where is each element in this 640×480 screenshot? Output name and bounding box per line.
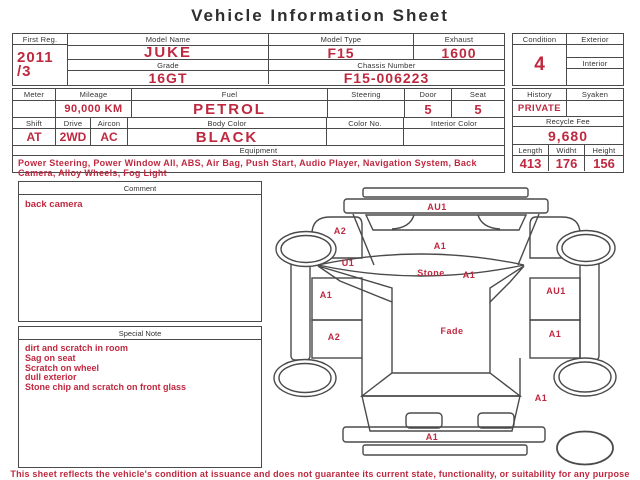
history-value: PRIVATE — [513, 101, 567, 116]
special-note-line: dull exterior — [25, 372, 77, 383]
exhaust-label: Exhaust — [444, 35, 474, 44]
diagram-label-a1: A1 — [425, 432, 439, 442]
special-note-label: Special Note — [19, 327, 261, 340]
diagram-label-a1: A1 — [319, 290, 333, 300]
recycle-fee-value: 9,680 — [513, 126, 623, 144]
length-label: Length — [513, 145, 549, 155]
spec-table — [12, 88, 505, 178]
mileage-value: 90,000 KM — [56, 101, 132, 117]
history-label: History — [513, 89, 567, 100]
right-taillight-shape — [478, 413, 514, 428]
steering-value — [328, 101, 405, 117]
diagram-label-a2: A2 — [333, 226, 347, 236]
shift-label: Shift — [13, 118, 56, 128]
rear-left-wheel-inner — [279, 364, 331, 393]
rear-plate-shape — [363, 445, 527, 455]
special-note-line: dirt and scratch in room — [25, 343, 129, 353]
right-headlight-shape — [478, 215, 500, 229]
registration-table — [12, 33, 505, 86]
equipment-row — [13, 155, 504, 178]
door-label: Door — [405, 89, 452, 100]
model-name-value: JUKE — [68, 46, 269, 59]
meter-label: Meter — [13, 89, 56, 100]
special-note-line: Sag on seat — [25, 352, 76, 363]
recycle-fee-label: Recycle Fee — [513, 116, 623, 126]
special-note-body — [19, 340, 261, 397]
interior-value — [567, 69, 623, 81]
aircon-value: AC — [91, 129, 128, 145]
steering-label: Steering — [328, 89, 405, 100]
left-headlight-shape — [392, 215, 414, 229]
height-label: Height — [592, 145, 616, 155]
exterior-interior-column — [567, 34, 623, 85]
door-value: 5 — [405, 101, 452, 117]
syaken-label: Syaken — [581, 90, 609, 99]
car-diagram — [262, 183, 640, 475]
diagram-label-a1: A1 — [433, 241, 447, 251]
front-right-wheel-inner — [562, 235, 610, 262]
interior-color-value — [404, 129, 504, 145]
chassis-number-label: Chassis Number — [357, 60, 416, 70]
grade-value: 16GT — [68, 71, 269, 84]
equipment-value: Power Steering, Power Window All, ABS, Air Bag, Push Start, Audio Player, Navigation System, Back Camera, Alloy Wheels, Fog Light — [18, 158, 477, 178]
first-reg-column — [13, 34, 68, 85]
model-type-label: Model Type — [269, 34, 414, 45]
shift-value: AT — [13, 129, 56, 145]
condition-label: Condition — [513, 34, 566, 45]
registration-right — [68, 34, 504, 85]
special-note-box — [18, 326, 262, 468]
first-reg-month: /3 — [17, 62, 32, 80]
right-mirror-wedge-shape — [490, 266, 524, 302]
front-plate-shape — [363, 188, 528, 197]
grade-label: Grade — [68, 60, 269, 70]
chassis-number-value: F15-006223 — [343, 71, 430, 84]
width-value: 176 — [549, 156, 585, 171]
history-panel — [512, 88, 624, 173]
mileage-label: Mileage — [56, 89, 132, 100]
special-note-line: Stone chip and scratch on front glass — [25, 382, 187, 393]
model-type-value: F15 — [269, 46, 414, 59]
front-left-wheel-inner — [281, 236, 331, 263]
interior-color-label: Interior Color — [430, 118, 478, 128]
diagram-label-au1: AU1 — [546, 286, 566, 296]
equipment-label: Equipment — [13, 145, 504, 155]
body-color-label: Body Color — [128, 118, 327, 128]
diagram-label-fade: Fade — [440, 326, 464, 336]
length-value: 413 — [513, 156, 549, 171]
first-reg-label: First Reg. — [13, 34, 67, 45]
diagram-label-au1: AU1 — [427, 202, 447, 212]
diagram-label-u1: U1 — [341, 258, 355, 268]
condition-value: 4 — [534, 53, 545, 75]
condition-panel — [512, 33, 624, 86]
comment-box — [18, 181, 262, 322]
model-name-label: Model Name — [68, 34, 269, 45]
first-reg-year: 2011 — [17, 48, 54, 66]
diagram-label-a1: A1 — [534, 393, 548, 403]
page-title: Vehicle Information Sheet — [191, 6, 449, 25]
right-door-panel-shape — [530, 278, 580, 320]
drive-value: 2WD — [56, 129, 91, 145]
color-no-value — [327, 129, 404, 145]
condition-column — [513, 34, 567, 85]
exterior-value — [567, 45, 623, 58]
seat-label: Seat — [469, 90, 487, 99]
left-taillight-shape — [406, 413, 442, 428]
fuel-value: PETROL — [132, 101, 328, 117]
comment-value: back camera — [25, 199, 83, 210]
exterior-label: Exterior — [567, 34, 623, 45]
meter-value — [13, 101, 56, 117]
right-rear-panel-shape — [530, 320, 580, 358]
rear-right-wheel-inner — [559, 362, 611, 392]
height-value: 156 — [593, 156, 615, 171]
interior-label: Interior — [567, 58, 623, 69]
first-reg-value — [13, 45, 67, 84]
width-label: Widht — [549, 145, 585, 155]
diagram-label-a1: A1 — [548, 329, 562, 339]
color-no-label: Color No. — [327, 118, 404, 128]
front-panel-shape — [366, 215, 526, 230]
spare-wheel — [557, 432, 613, 465]
disclaimer-text: This sheet reflects the vehicle's condition at issuance and does not guarantee its current state, functionality, or suitability for any purpose — [10, 469, 630, 479]
drive-label: Drive — [56, 118, 91, 128]
syaken-value — [567, 101, 623, 116]
special-note-line: Scratch on wheel — [25, 362, 100, 373]
body-color-value: BLACK — [128, 129, 327, 145]
aircon-label: Aircon — [91, 118, 128, 128]
comment-label: Comment — [19, 182, 261, 195]
rear-window-shape — [362, 373, 520, 396]
diagram-label-stone: Stone — [417, 268, 445, 278]
seat-value: 5 — [474, 101, 482, 117]
diagram-label-a1: A1 — [462, 270, 476, 280]
exhaust-value: 1600 — [441, 46, 477, 59]
diagram-label-a2: A2 — [327, 332, 341, 342]
rear-bumper-shape — [343, 427, 545, 442]
fuel-label: Fuel — [132, 89, 328, 100]
